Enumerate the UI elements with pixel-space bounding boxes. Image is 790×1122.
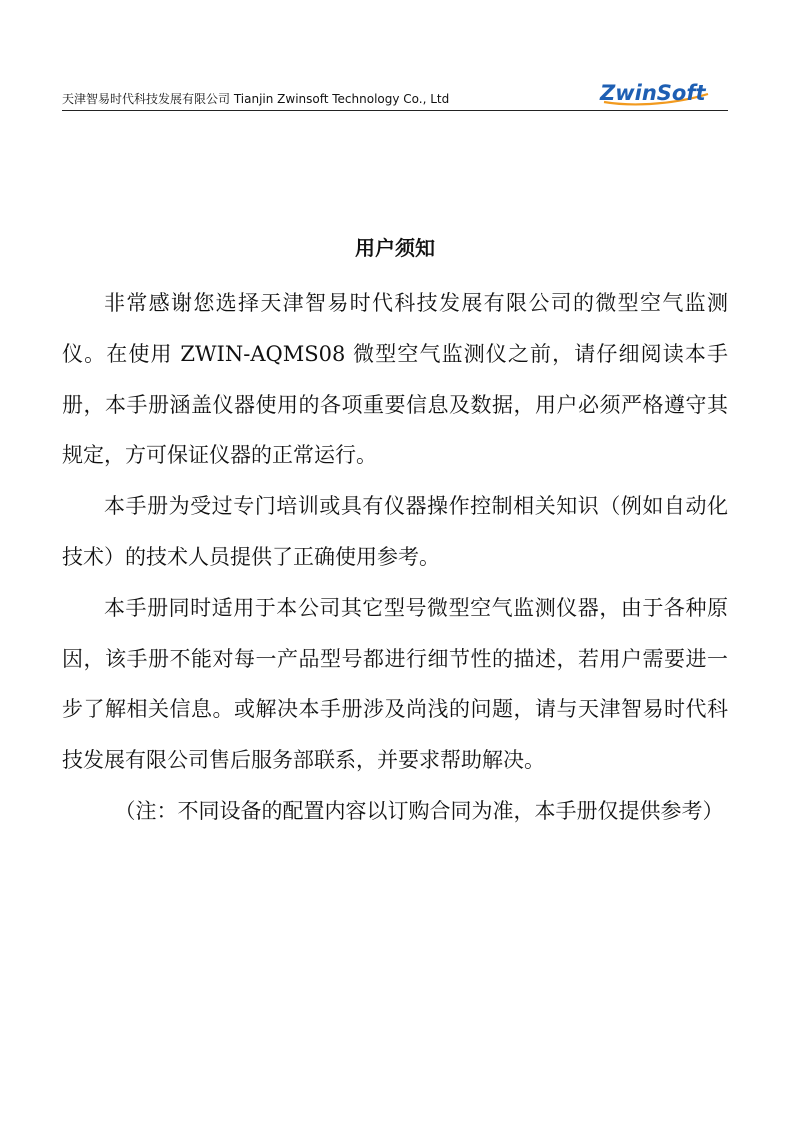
paragraph: 本手册同时适用于本公司其它型号微型空气监测仪器，由于各种原因，该手册不能对每一产品型号都进行细节性的描述，若用户需要进一步了解相关信息。或解决本手册涉及尚浅的问题，请与天津智易时代科技发展有限公司售后服务部联系，并要求帮助解决。 [62, 595, 728, 773]
logo-wordmark: ZwinSoft [600, 81, 706, 105]
page-title: 用户须知 [355, 236, 435, 260]
header-company-name: 天津智易时代科技发展有限公司 Tianjin Zwinsoft Technology Co., Ltd [62, 92, 450, 106]
page-header [62, 80, 728, 112]
document-body [62, 278, 728, 837]
paragraph: 非常感谢您选择天津智易时代科技发展有限公司的微型空气监测仪。在使用 ZWIN-AQMS08 微型空气监测仪之前，请仔细阅读本手册，本手册涵盖仪器使用的各项重要信息及数据，用户必须严格遵守其规定，方可保证仪器的正常运行。 [62, 291, 728, 468]
paragraph: 本手册为受过专门培训或具有仪器操作控制相关知识（例如自动化技术）的技术人员提供了正确使用参考。 [62, 494, 728, 569]
note-paragraph: （注：不同设备的配置内容以订购合同为准，本手册仅提供参考） [114, 798, 724, 823]
header-divider [62, 110, 728, 111]
company-logo [598, 80, 726, 108]
